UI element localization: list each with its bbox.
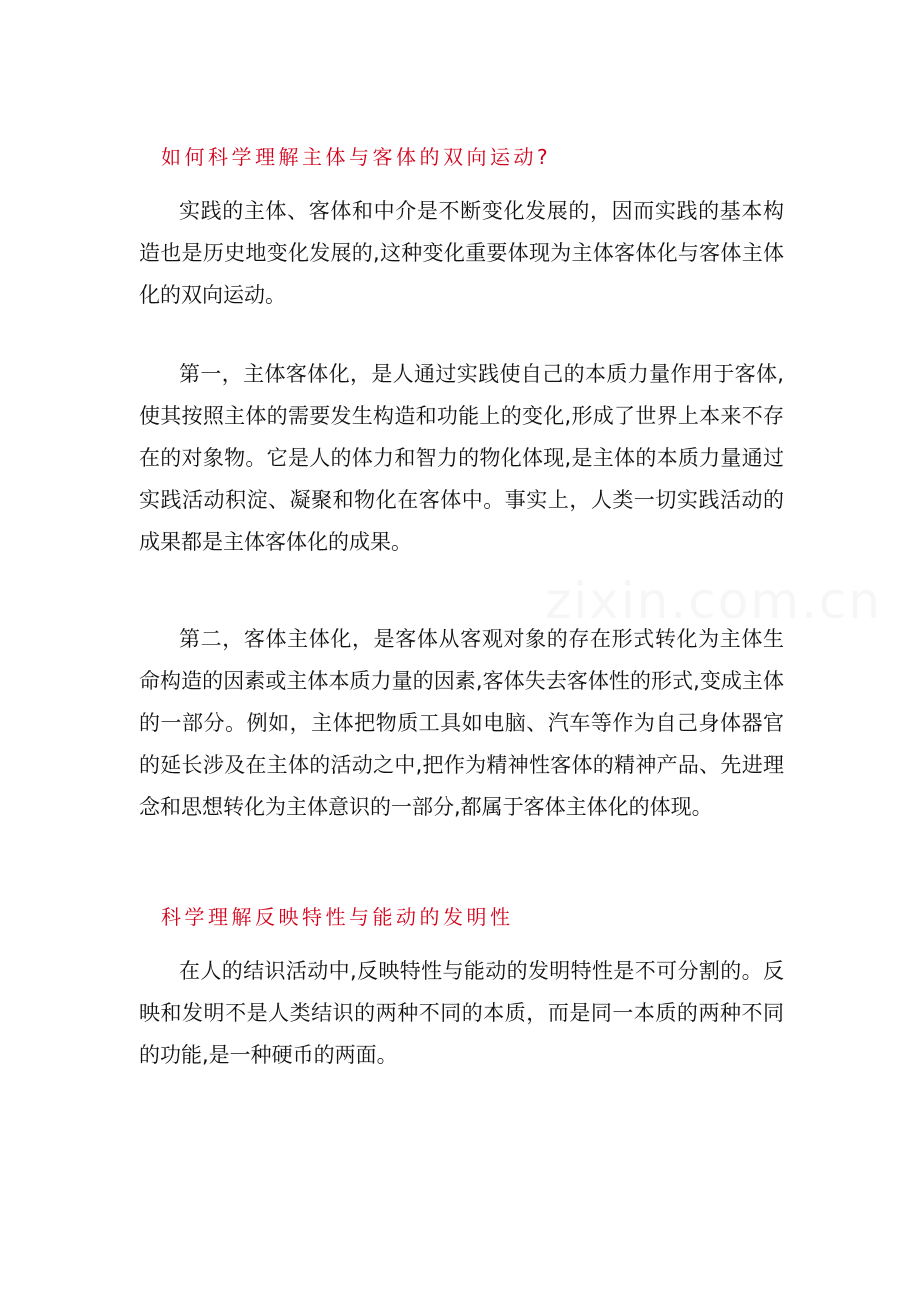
paragraph-reflection-creativity: 在人的结识活动中,反映特性与能动的发明特性是不可分割的。反映和发明不是人类结识的两种不同的本质，而是同一本质的两种不同的功能,是一种硬币的两面。 [139, 959, 784, 1067]
paragraph-intro: 实践的主体、客体和中介是不断变化发展的，因而实践的基本构造也是历史地变化发展的,这种变化重要体现为主体客体化与客体主体化的双向运动。 [139, 199, 784, 307]
section-heading-reflection-creativity: 科学理解反映特性与能动的发明性 [161, 904, 514, 929]
section-heading-subject-object: 如何科学理解主体与客体的双向运动? [161, 144, 552, 169]
paragraph-object-subjectification: 第二，客体主体化，是客体从客观对象的存在形式转化为主体生命构造的因素或主体本质力量的因素,客体失去客体性的形式,变成主体的一部分。例如，主体把物质工具如电脑、汽车等作为自己身体器官的延长涉及在主体的活动之中,把作为精神性客体的精神产品、先进理念和思想转化为主体意识的一部分,都属于客体主体化的体现。 [139, 627, 784, 819]
paragraph-subject-objectification: 第一，主体客体化，是人通过实践使自己的本质力量作用于客体,使其按照主体的需要发生构造和功能上的变化,形成了世界上本来不存在的对象物。它是人的体力和智力的物化体现,是主体的本质力量通过实践活动积淀、凝聚和物化在客体中。事实上，人类一切实践活动的成果都是主体客体化的成果。 [139, 362, 784, 554]
